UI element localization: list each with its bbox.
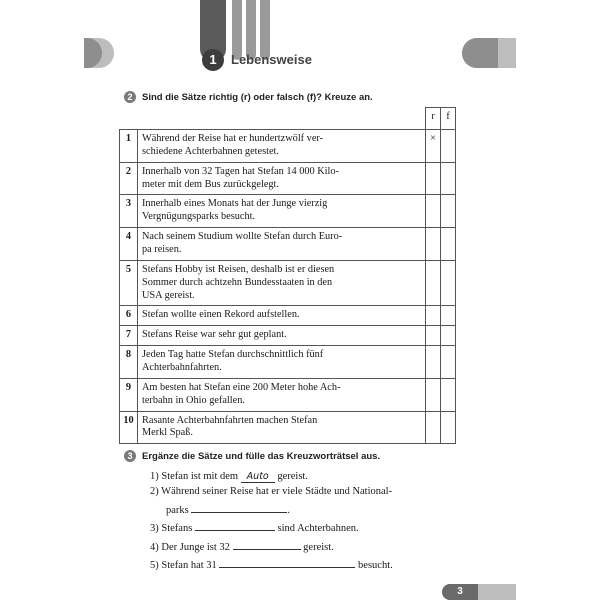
sentence-2-line-1: 2) Während seiner Reise hat er viele Städte und National- [150,486,393,497]
sentence-3-blank[interactable] [195,520,275,531]
checkbox-r[interactable] [426,411,441,444]
checkbox-r[interactable] [426,162,441,195]
row-number: 10 [120,411,138,444]
row-number: 7 [120,326,138,346]
statement-line1: Innerhalb eines Monats hat der Junge vierzig [142,198,328,210]
checkbox-r[interactable] [426,346,441,379]
checkbox-r[interactable] [426,228,441,261]
sentence-3: 3) Stefans sind Achterbahnen. [150,520,359,534]
checkbox-r[interactable] [426,306,441,326]
page-number-badge [442,584,516,600]
statement-line2: Merkl Spaß. [142,427,193,439]
table-row [120,326,456,346]
statement-line2: Sommer durch achtzehn Bundesstaaten in den [142,276,333,288]
exercise-3-heading [124,450,380,462]
sentence-2-blank[interactable] [191,502,287,513]
statement-text [138,326,426,346]
left-page-tab [84,38,114,68]
exercise-3-instruction: Ergänze die Sätze und fülle das Kreuzworträtsel aus. [142,450,381,462]
table-row [120,228,456,261]
row-number: 3 [120,195,138,228]
statement-text [138,260,426,306]
statement-line1: Innerhalb von 32 Tagen hat Stefan 14 000 Kilo- [142,165,339,177]
statement-text [138,130,426,163]
chapter-number: 1 [202,49,224,71]
checkbox-r[interactable] [426,326,441,346]
checkbox-f[interactable] [441,378,456,411]
statement-text [138,346,426,379]
table-row [120,162,456,195]
sentence-1-answer[interactable]: Auto [241,471,275,483]
statement-text [138,195,426,228]
exercise-2-instruction: Sind die Sätze richtig (r) oder falsch (f)? Kreuze an. [142,91,373,103]
checkbox-f[interactable] [441,130,456,163]
statement-text [138,162,426,195]
statement-line1: Am besten hat Stefan eine 200 Meter hohe Ach- [142,381,341,393]
row-number: 4 [120,228,138,261]
statement-line3: USA gereist. [142,289,195,301]
exercise-2-number: 2 [124,91,136,103]
statement-line2: terbahn in Ohio gefallen. [142,394,245,406]
checkbox-r[interactable] [426,195,441,228]
table-row [120,306,456,326]
column-f-header: f [441,108,456,130]
statement-line1: Stefans Reise war sehr gut geplant. [142,329,287,341]
statement-text [138,306,426,326]
sentence-4-blank[interactable] [233,539,301,550]
statement-text [138,378,426,411]
statement-line2: pa reisen. [142,244,182,256]
table-row [120,378,456,411]
statement-line1: Rasante Achterbahnfahrten machen Stefan [142,414,318,426]
checkbox-r[interactable]: × [426,130,441,163]
checkbox-f[interactable] [441,162,456,195]
statement-line2: meter mit dem Bus zurückgelegt. [142,178,279,190]
table-row [120,195,456,228]
checkbox-f[interactable] [441,346,456,379]
checkbox-f[interactable] [441,411,456,444]
statement-line1: Stefans Hobby ist Reisen, deshalb ist er diesen [142,263,335,275]
table-header-row [120,108,456,130]
row-number: 5 [120,260,138,306]
row-number: 8 [120,346,138,379]
statement-text [138,228,426,261]
checkbox-f[interactable] [441,228,456,261]
sentence-1: 1) Stefan ist mit dem Auto gereist. [150,471,308,482]
table-row [120,346,456,379]
checkbox-f[interactable] [441,195,456,228]
sentence-5: 5) Stefan hat 31 besucht. [150,557,393,571]
checkbox-f[interactable] [441,306,456,326]
exercise-2-heading [124,91,373,103]
page-number: 3 [442,584,478,600]
sentence-4: 4) Der Junge ist 32 gereist. [150,539,334,553]
statement-line1: Nach seinem Studium wollte Stefan durch Euro- [142,231,343,243]
row-number: 9 [120,378,138,411]
checkbox-r[interactable] [426,260,441,306]
exercise-3-number: 3 [124,450,136,462]
table-row [120,260,456,306]
row-number: 6 [120,306,138,326]
column-r-header: r [426,108,441,130]
chapter-title: Lebensweise [231,52,312,67]
row-number: 1 [120,130,138,163]
sentence-2-line-2: parks . [166,502,290,516]
statement-line1: Jeden Tag hatte Stefan durchschnittlich fünf [142,349,324,361]
statement-line1: Stefan wollte einen Rekord aufstellen. [142,309,300,321]
right-page-tab [462,38,516,68]
statement-line1: Während der Reise hat er hundertzwölf ver- [142,133,324,144]
statement-text [138,411,426,444]
statement-line2: Vergnügungsparks besucht. [142,211,256,223]
statement-line2: schiedene Achterbahnen getestet. [142,145,279,157]
table-row [120,130,456,163]
checkbox-f[interactable] [441,326,456,346]
checkbox-r[interactable] [426,378,441,411]
true-false-table [119,107,456,444]
row-number: 2 [120,162,138,195]
statement-line2: Achterbahnfahrten. [142,362,222,374]
checkbox-f[interactable] [441,260,456,306]
table-row [120,411,456,444]
sentence-5-blank[interactable] [219,557,355,568]
